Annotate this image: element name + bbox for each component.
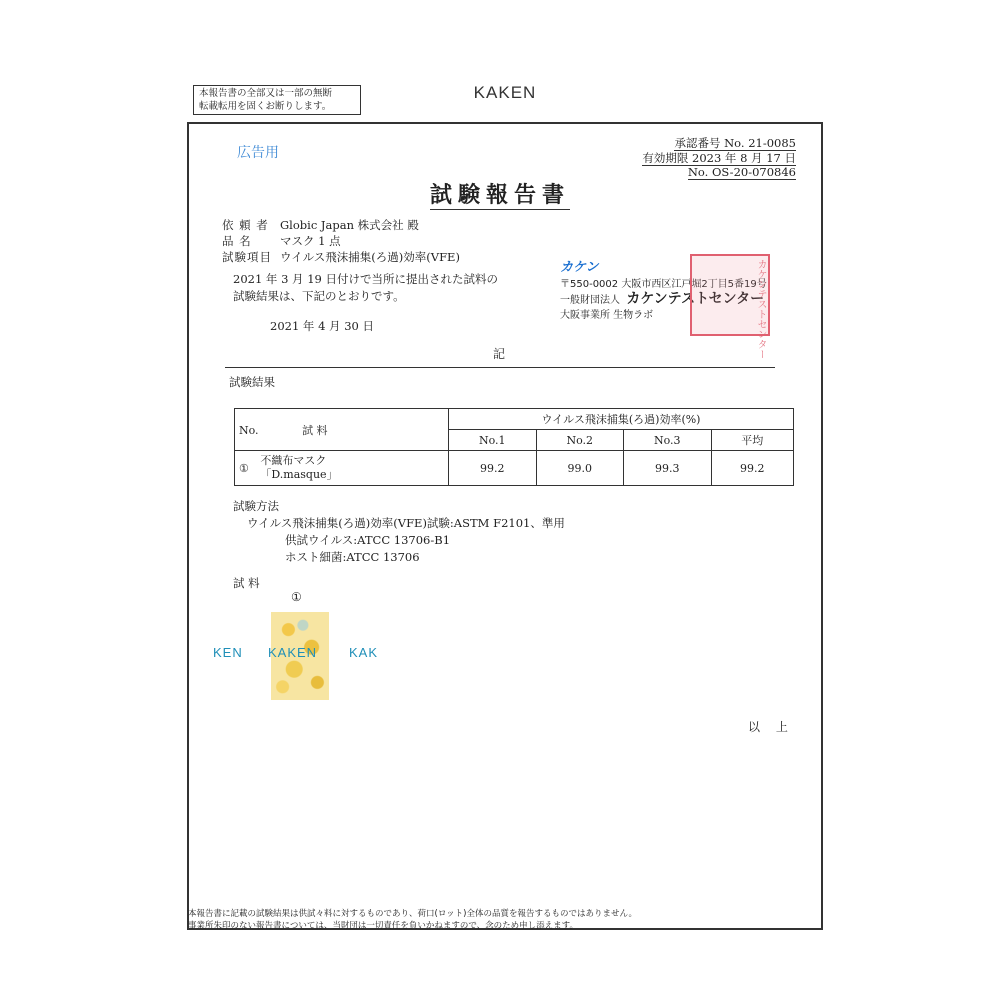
sample-label: 試 料: [233, 576, 260, 590]
sample-name: [260, 454, 337, 482]
results-table: [234, 408, 794, 486]
test-item-row: [222, 249, 460, 265]
sub-header-2: No.2: [536, 430, 624, 451]
method-label: 試験方法: [233, 499, 279, 513]
footer-line-1: 本報告書に記載の試験結果は供試々料に対するものであり、荷口(ロット)全体の品質を報告するものではありません。: [188, 909, 637, 919]
sample-marker: ①: [291, 590, 302, 604]
value-no3: 99.3: [624, 451, 712, 486]
client-row: [222, 217, 460, 233]
request-info: [222, 217, 460, 265]
test-item-key: 試験項目: [222, 250, 272, 264]
sample-name-line-2: 「D.masque」: [260, 468, 338, 481]
seal-lettering: カケンテストセンター: [755, 259, 766, 359]
footer-disclaimer: [188, 908, 828, 932]
sample-no: ①: [239, 461, 249, 475]
page-title: [400, 178, 600, 209]
org-type: 一般財団法人: [560, 295, 620, 306]
product-value: マスク 1 点: [280, 234, 341, 248]
col-no-header: No.: [239, 423, 259, 437]
org-name: カケンテストセンター: [626, 291, 765, 307]
title-text: 試験報告書: [429, 182, 570, 208]
product-row: [222, 233, 460, 249]
client-value: Globic Japan 株式会社 殿: [280, 218, 419, 232]
results-label: 試験結果: [229, 375, 275, 389]
valid-until: 有効期限 2023 年 8 月 17 日: [642, 150, 796, 165]
notice-line-2: 転載転用を固くお断りします。: [199, 101, 332, 112]
sample-cell: [235, 451, 449, 486]
notice-line-1: 本報告書の全部又は一部の無断: [199, 88, 333, 99]
value-no2: 99.0: [536, 451, 624, 486]
footer-line-2: 事業所朱印のない報告書については、当財団は一切責任を負いかねますので、念のため申し添えます。: [188, 921, 578, 931]
col-group-header: ウイルス飛沫捕集(ろ過)効率(%): [449, 409, 794, 430]
postal-address: 〒550-0002 大阪市西区江戸堀2丁目5番19号: [560, 279, 767, 290]
col-sample-header: 試 料: [302, 423, 328, 437]
ki-heading: 記: [493, 347, 506, 361]
sub-header-4: 平均: [711, 430, 793, 451]
intro-line-2: 試験結果は、下記のとおりです。: [233, 289, 405, 303]
product-key: 品 名: [222, 234, 252, 248]
branch-name: 大阪事業所 生物ラボ: [560, 310, 654, 321]
section-divider: [225, 367, 775, 368]
report-date: 2021 年 4 月 30 日: [270, 319, 374, 333]
end-mark: 以 上: [748, 720, 794, 734]
method-block: [233, 498, 565, 566]
table-header-row: [235, 409, 794, 430]
table-row: [235, 451, 794, 486]
approval-number: 承認番号 No. 21-0085: [674, 136, 796, 150]
sample-name-line-1: 不織布マスク: [260, 454, 327, 467]
watermark-right: KAK: [349, 645, 379, 660]
watermark-center: KAKEN: [268, 645, 318, 660]
test-item-value: ウイルス飛沫捕集(ろ過)効率(VFE): [280, 250, 460, 264]
value-no1: 99.2: [449, 451, 537, 486]
value-average: 99.2: [711, 451, 793, 486]
client-key: 依 頼 者: [222, 218, 269, 232]
watermark-left: KEN: [213, 645, 243, 660]
method-line-2: 供試ウイルス:ATCC 13706-B1: [285, 533, 451, 547]
reprint-notice-box: [193, 85, 361, 115]
sub-header-1: No.1: [449, 430, 537, 451]
report-number: No. OS-20-070846: [687, 165, 796, 179]
intro-line-1: 2021 年 3 月 19 日付けで当所に提出された試料の: [233, 272, 498, 286]
kaken-logo: カケン: [560, 260, 599, 275]
sub-header-3: No.3: [624, 430, 712, 451]
method-line-3: ホスト細菌:ATCC 13706: [285, 550, 420, 564]
header-no-sample-cell: [235, 409, 449, 451]
intro-paragraph: [233, 271, 533, 305]
brand-header: KAKEN: [473, 83, 537, 102]
approval-block: [600, 136, 796, 180]
method-line-1: ウイルス飛沫捕集(ろ過)効率(VFE)試験:ASTM F2101、準用: [247, 516, 565, 530]
ad-label: 広告用: [237, 145, 279, 161]
